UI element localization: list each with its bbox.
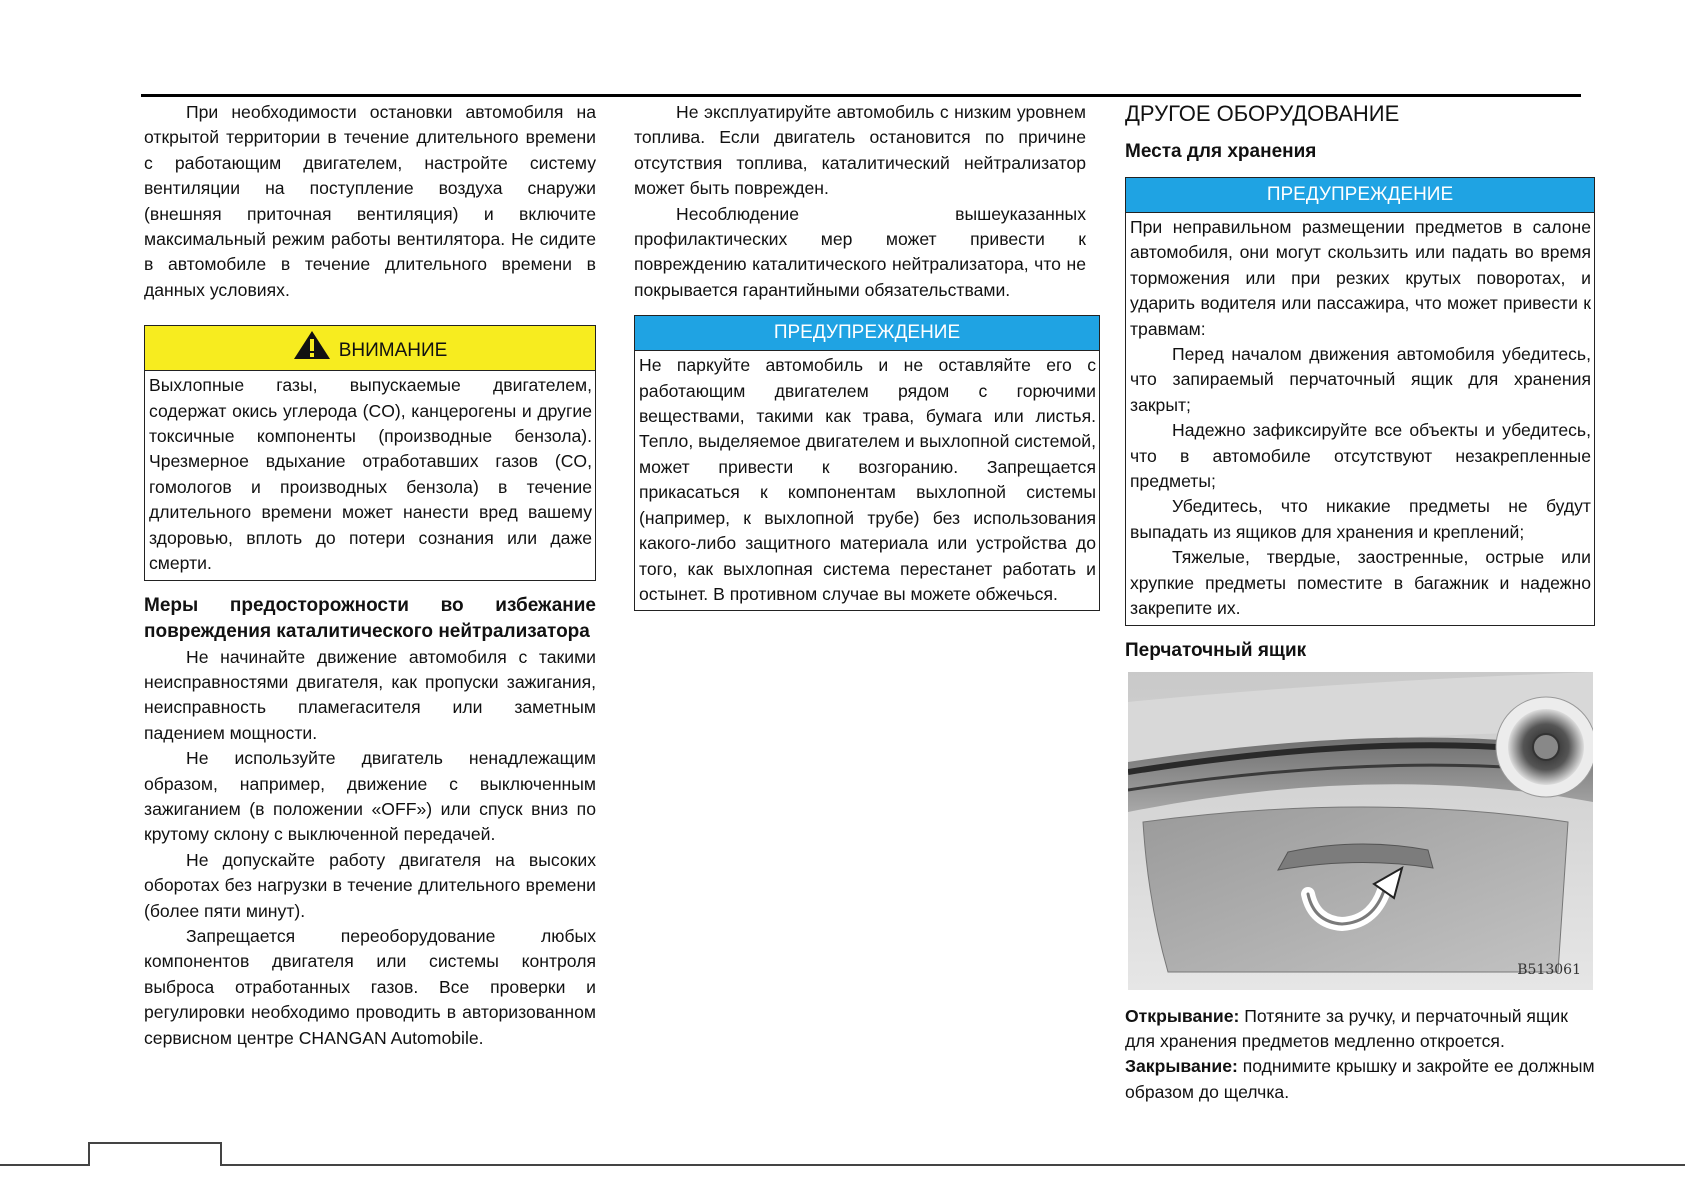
closing-text: поднимите крышку и закройте ее должным образом до щелчка.: [1125, 1056, 1595, 1102]
storage-heading: Места для хранения: [1125, 141, 1317, 162]
warranty-paragraph: Несоблюдение вышеуказанных профилактических мер может привести к повреждению каталитического нейтрализатора, что не покрывается гарантийными обязательствами.: [634, 203, 1086, 300]
opening-text: Потяните за ручку, и перчаточный ящик для хранения предметов медленно откроется.: [1125, 1005, 1568, 1051]
storage-warning-intro: При неправильном размещении предметов в салоне автомобиля, они могут скользить или падать во время торможения или при резких крутых поворотах, и ударить водителя или пассажира, что может привести к травмам:: [1130, 217, 1591, 339]
opening-label: Открывание:: [1125, 1005, 1240, 1026]
closing-instruction: [1125, 1054, 1595, 1105]
storage-warning-item-3: Убедитесь, что никакие предметы не будут выпадать из ящиков для хранения и креплений;: [1130, 496, 1591, 542]
page-number-tab: [88, 1142, 222, 1166]
catalytic-paragraph-1: Не начинайте движение автомобиля с такими неисправностями двигателя, как пропуски зажигания, неисправность пламегасителя или заметным падением мощности.: [144, 646, 596, 743]
catalytic-heading: Меры предосторожности во избежание повреждения каталитического нейтрализатора: [144, 594, 596, 642]
storage-warning-item-1: Перед началом движения автомобиля убедитесь, что запираемый перчаточный ящик для хранения закрыт;: [1130, 344, 1591, 415]
caution-title: ВНИМАНИЕ: [338, 340, 448, 362]
storage-warning-item-2: Надежно зафиксируйте все объекты и убедитесь, что в автомобиле отсутствуют незакрепленные предметы;: [1130, 420, 1591, 492]
catalytic-paragraph-3: Не допускайте работу двигателя на высоких оборотах без нагрузки в течение длительного времени (более пяти минут).: [144, 849, 596, 921]
storage-warning-header: ПРЕДУПРЕЖДЕНИЕ: [1126, 178, 1594, 213]
closing-label: Закрывание:: [1125, 1056, 1238, 1077]
opening-instruction: [1125, 1004, 1595, 1055]
ventilation-paragraph: При необходимости остановки автомобиля на открытой территории в течение длительного времени с работающим двигателем, настройте систему вентиляции на поступление воздуха снаружи (внешняя приточная вентиляция) и включите максимальный режим работы вентилятора. Не сидите в автомобиле в течение длительного времени в данных условиях.: [144, 102, 596, 300]
catalytic-paragraph-4: Запрещается переоборудование любых компонентов двигателя или системы контроля выброса отработанных газов. Все проверки и регулировки необходимо проводить в авторизованном сервисном центре CHANGAN Automobile.: [144, 925, 596, 1048]
glovebox-illustration: [1128, 672, 1593, 990]
parking-warning-box: [634, 315, 1100, 611]
caution-box: [144, 325, 596, 580]
glovebox-drawing: [1128, 672, 1593, 990]
top-rule: [141, 94, 1581, 97]
parking-warning-text: Не паркуйте автомобиль и не оставляйте его с работающим двигателем рядом с горючими веществами, такими как трава, бумага или листья. Тепло, выделяемое двигателем и выхлопной системой, может привести к возгоранию. Запрещается прикасаться к компонентам выхлопной системы (например, к выхлопной трубе) без использования какого-либо защитного материала или устройства до того, как выхлопная система перестанет работать и остынет. В противном случае вы можете обжечься.: [639, 355, 1096, 604]
caution-header: [145, 326, 595, 371]
section-title: ДРУГОЕ ОБОРУДОВАНИЕ: [1125, 101, 1400, 126]
catalytic-paragraph-2: Не используйте двигатель ненадлежащим образом, например, движение с выключенным зажиганием (в положении «OFF») или спуск вниз по крутому склону с выключенной передачей.: [144, 748, 596, 845]
figure-code: B513061: [1517, 962, 1581, 979]
warning-triangle-icon: [293, 330, 331, 360]
glovebox-heading: Перчаточный ящик: [1125, 639, 1307, 661]
column-3: [1125, 100, 1595, 1105]
footer-rule: [0, 1164, 1685, 1166]
storage-warning-box: [1125, 177, 1595, 626]
column-1: [144, 100, 596, 1051]
storage-warning-item-4: Тяжелые, твердые, заостренные, острые или хрупкие предметы поместите в багажник и надежно закрепите их.: [1130, 547, 1591, 619]
column-2: [634, 100, 1096, 611]
fuel-paragraph: Не эксплуатируйте автомобиль с низким уровнем топлива. Если двигатель остановится по причине отсутствия топлива, каталитический нейтрализатор может быть поврежден.: [634, 102, 1086, 199]
caution-text: Выхлопные газы, выпускаемые двигателем, содержат окись углерода (CO), канцерогены и другие токсичные компоненты (производные бензола). Чрезмерное вдыхание отработавших газов (CO, гомологов и производных бензола) в течение длительного времени может нанести вред вашему здоровью, вплоть до потери сознания или даже смерти.: [149, 375, 592, 574]
parking-warning-header: ПРЕДУПРЕЖДЕНИЕ: [635, 316, 1099, 351]
